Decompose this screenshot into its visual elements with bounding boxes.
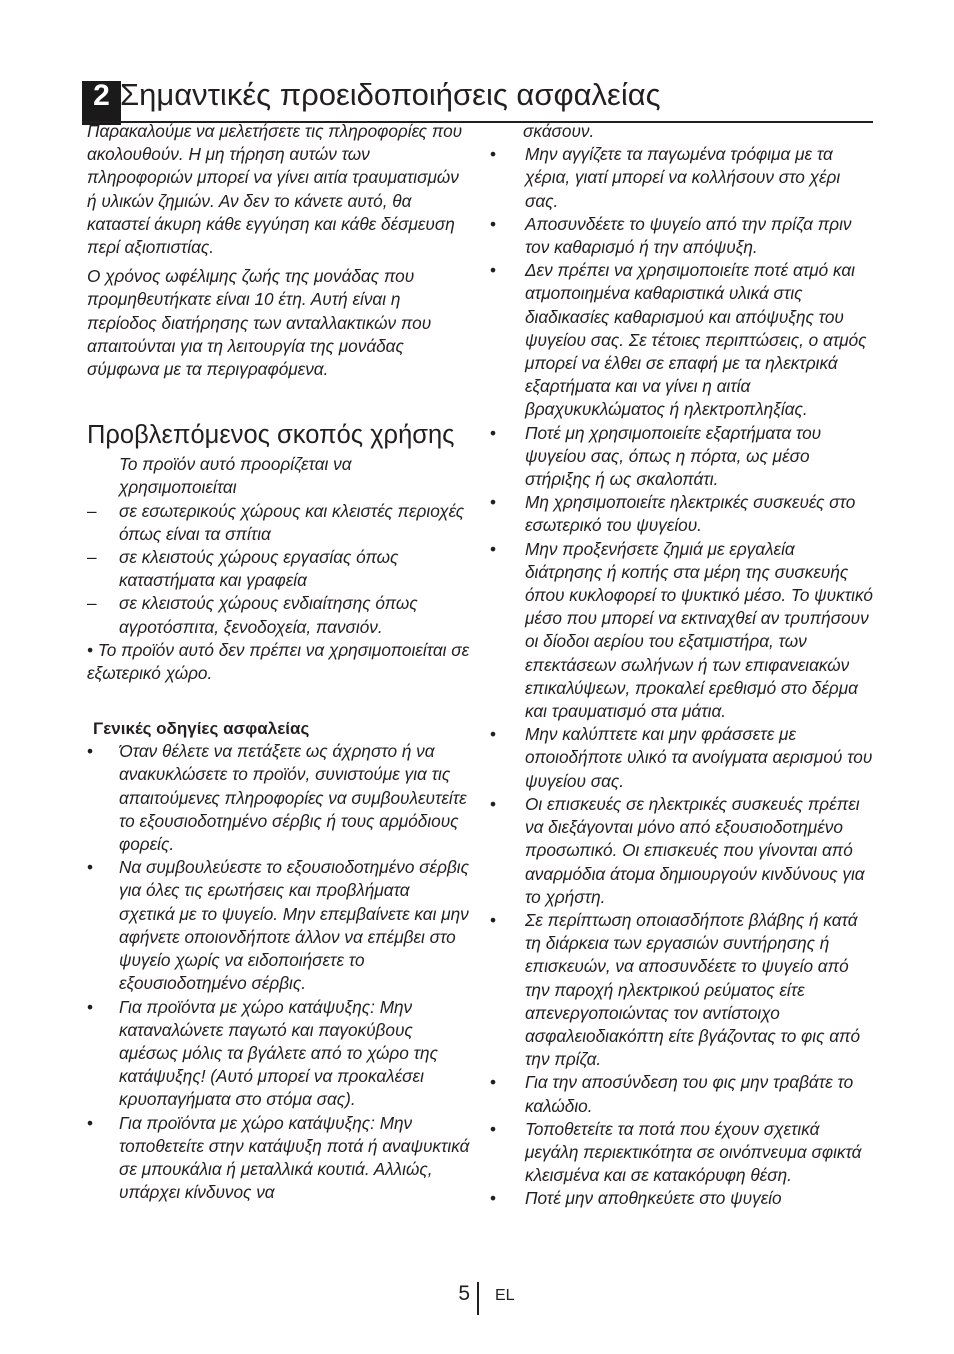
safety-item xyxy=(488,538,876,724)
safety-item-text: Μη χρησιμοποιείτε ηλεκτρικές συσκευές στο εσωτερικό του ψυγείου. xyxy=(525,492,856,536)
footer-separator xyxy=(477,1282,479,1315)
safety-item xyxy=(488,491,876,537)
bullet-marker: • xyxy=(490,260,497,281)
safety-continuation: σκάσουν. xyxy=(523,121,595,141)
chapter-header xyxy=(82,78,873,125)
safety-item xyxy=(87,1112,470,1205)
safety-item xyxy=(488,259,876,421)
intended-use-item xyxy=(87,592,470,638)
intro-paragraph-1: Παρακαλούμε να μελετήσετε τις πληροφορίες που ακολουθούν. Η μη τήρηση αυτών των πληροφοριών μπορεί να γίνει αιτία τραυματισμών ή υλικών ζημιών. Αν δεν το κάνετε αυτό, θα καταστεί άκυρη κάθε εγγύηση και κάθε δέσμευση περί αξιοπιστίας. xyxy=(87,121,463,258)
language-code: EL xyxy=(495,1287,515,1304)
intended-use-item-text: σε κλειστούς χώρους ενδιαίτησης όπως αγροτόσπιτα, ξενοδοχεία, πανσιόν. xyxy=(119,593,418,637)
chapter-number-box xyxy=(82,81,121,125)
safety-item-text: Δεν πρέπει να χρησιμοποιείτε ποτέ ατμό και ατμοποιημένα καθαριστικά υλικά στις διαδικασίες καθαρισμού και απόψυξης του ψυγείου σας. Σε τέτοιες περιπτώσεις, ο ατμός μπορεί να έλθει σε επαφή με τα ηλεκτρικά εξαρτήματα και να γίνει η αιτία βραχυκυκλώματος ή ηλεκτροπληξίας. xyxy=(525,260,867,420)
bullet-marker: • xyxy=(490,1118,497,1139)
safety-item xyxy=(488,909,876,1071)
dash-marker: – xyxy=(87,500,97,521)
intended-use-item xyxy=(87,546,470,592)
left-column xyxy=(87,120,470,1204)
page-footer xyxy=(0,1281,954,1315)
safety-item xyxy=(87,740,470,856)
bullet-marker: • xyxy=(490,492,497,513)
safety-item xyxy=(488,213,876,259)
safety-item-text: Μην προξενήσετε ζημιά με εργαλεία διάτρησης ή κοπής στα μέρη της συσκευής όπου κυκλοφορεί το ψυκτικό μέσο. Το ψυκτικό μέσο που μπορεί να εκτιναχθεί αν τρυπήσουν οι δίοδοι αερίου του εξατμιστήρα, των επεκτάσεων σωλήνων ή των επιφανειακών επικαλύψεων, προκαλεί ερεθισμό στο δέρμα και τραυματισμό στα μάτια. xyxy=(525,538,873,722)
intended-use-item xyxy=(87,500,470,546)
safety-item-text: Να συμβουλεύεστε το εξουσιοδοτημένο σέρβις για όλες τις ερωτήσεις και προβλήματα σχετικά με το ψυγείο. Μην επεμβαίνετε και μην αφήνετε οποιονδήποτε άλλον να επέμβει στο ψυγείο χωρίς να ειδοποιήσετε το εξουσιοδοτημένο σέρβις. xyxy=(119,857,469,994)
safety-item-text: Όταν θέλετε να πετάξετε ως άχρηστο ή να ανακυκλώσετε το προϊόν, συνιστούμε για τις απαιτούμενες πληροφορίες να συμβουλευτείτε το εξουσιοδοτημένο σέρβις ή τους αρμόδιους φορείς. xyxy=(119,741,467,855)
safety-item-text: Ποτέ μην αποθηκεύετε στο ψυγείο xyxy=(525,1188,782,1209)
safety-item xyxy=(87,856,470,995)
safety-item xyxy=(488,422,876,492)
intro-paragraph-2: Ο χρόνος ωφέλιμης ζωής της μονάδας που προμηθευτήκατε είναι 10 έτη. Αυτή είναι η περίοδος διατήρησης των ανταλλακτικών που απαιτούνται για τη λειτουργία της μονάδας σύμφωνα με τα περιγραφόμενα. xyxy=(87,266,432,380)
safety-item-text: Αποσυνδέετε το ψυγείο από την πρίζα πριν τον καθαρισμό ή την απόψυξη. xyxy=(525,213,852,258)
chapter-title: Σημαντικές προειδοποιήσεις ασφαλείας xyxy=(120,77,661,112)
dash-marker: – xyxy=(87,547,97,568)
bullet-marker: • xyxy=(490,724,497,745)
intended-use-lead: Το προϊόν αυτό προορίζεται να χρησιμοποιείται xyxy=(119,454,352,498)
intended-use-note: • Το προϊόν αυτό δεν πρέπει να χρησιμοποιείται σε εξωτερικό χώρο. xyxy=(87,639,470,684)
safety-item-text: Ποτέ μη χρησιμοποιείτε εξαρτήματα του ψυγείου σας, όπως η πόρτα, ως μέσο στήριξης ή ως σκαλοπάτι. xyxy=(525,422,822,490)
safety-item xyxy=(488,143,876,213)
bullet-marker: • xyxy=(490,793,497,814)
safety-item xyxy=(488,1071,876,1117)
safety-item xyxy=(87,996,470,1112)
bullet-marker: • xyxy=(490,1072,497,1093)
safety-item-text: Οι επισκευές σε ηλεκτρικές συσκευές πρέπει να διεξάγονται μόνο από εξουσιοδοτημένο προσωπικό. Οι επισκευές που γίνονται από αναρμόδια άτομα δημιουργούν κινδύνους για το χρήστη. xyxy=(525,793,865,907)
intended-use-item-text: σε εσωτερικούς χώρους και κλειστές περιοχές όπως είναι τα σπίτια xyxy=(119,500,465,544)
bullet-marker: • xyxy=(87,741,94,762)
safety-item xyxy=(488,1118,876,1188)
bullet-marker: • xyxy=(87,996,94,1017)
bullet-marker: • xyxy=(490,213,497,234)
general-safety-heading: Γενικές οδηγίες ασφαλείας xyxy=(93,719,310,739)
page-number: 5 xyxy=(458,1282,470,1305)
bullet-marker: • xyxy=(490,1188,497,1209)
bullet-marker: • xyxy=(87,1112,94,1133)
safety-item-text: Τοποθετείτε τα ποτά που έχουν σχετικά μεγάλη περιεκτικότητα σε οινόπνευμα σφικτά κλεισμένα και σε κατακόρυφη θέση. xyxy=(525,1118,862,1186)
bullet-marker: • xyxy=(490,422,497,443)
intended-use-heading: Προβλεπόμενος σκοπός χρήσης xyxy=(87,421,455,450)
bullet-marker: • xyxy=(490,909,497,930)
safety-item-text: Σε περίπτωση οποιασδήποτε βλάβης ή κατά τη διάρκεια των εργασιών συντήρησης ή επισκευών, να αποσυνδέετε το ψυγείο από την παροχή ηλεκτρικού ρεύματος είτε απενεργοποιώντας τον αντίστοιχο ασφαλειοδιακόπτη είτε βγάζοντας το φις από την πρίζα. xyxy=(525,909,861,1070)
safety-item-text: Για προϊόντα με χώρο κατάψυξης: Μην τοποθετείτε στην κατάψυξη ποτά ή αναψυκτικά σε μπουκάλια ή μεταλλικά κουτιά. Αλλιώς, υπάρχει κίνδυνος να xyxy=(119,1112,470,1203)
chapter-number: 2 xyxy=(93,79,110,112)
bullet-marker: • xyxy=(490,538,497,559)
safety-item-text: Μην αγγίζετε τα παγωμένα τρόφιμα με τα χέρια, γιατί μπορεί να κολλήσουν στο χέρι σας. xyxy=(525,144,841,211)
safety-item xyxy=(488,1187,876,1210)
safety-item xyxy=(488,723,876,793)
safety-item-text: Μην καλύπτετε και μην φράσσετε με οποιοδήποτε υλικό τα ανοίγματα αερισμού του ψυγείου σας. xyxy=(525,724,873,791)
safety-item-text: Για την αποσύνδεση του φις μην τραβάτε το καλώδιο. xyxy=(525,1072,854,1116)
bullet-marker: • xyxy=(490,144,497,165)
safety-item xyxy=(488,793,876,909)
safety-item-text: Για προϊόντα με χώρο κατάψυξης: Μην καταναλώνετε παγωτό και παγοκύβους αμέσως μόλις τα βγάλετε από το χώρο της κατάψυξης! (Αυτό μπορεί να προκαλέσει κρυοπαγήματα στο στόμα σας). xyxy=(119,996,438,1110)
right-column xyxy=(488,120,876,1211)
bullet-marker: • xyxy=(87,857,94,878)
dash-marker: – xyxy=(87,593,97,614)
intended-use-item-text: σε κλειστούς χώρους εργασίας όπως καταστήματα και γραφεία xyxy=(119,547,399,591)
